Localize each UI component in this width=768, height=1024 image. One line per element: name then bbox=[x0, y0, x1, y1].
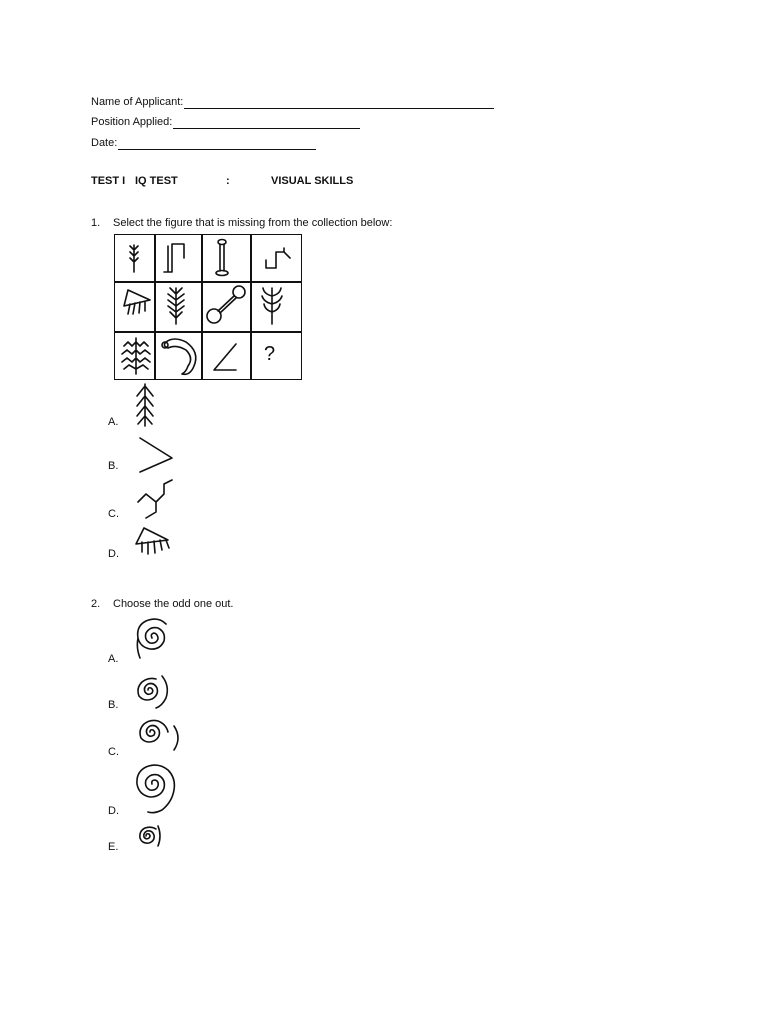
zigzag-tree-icon bbox=[118, 336, 154, 376]
position-applied-field[interactable] bbox=[91, 115, 360, 129]
option-2b-label[interactable]: B. bbox=[108, 699, 119, 711]
option-1b-label[interactable]: B. bbox=[108, 460, 119, 472]
test-number: TEST I bbox=[91, 175, 126, 187]
option-1a-label[interactable]: A. bbox=[108, 416, 119, 428]
spiral-icon[interactable] bbox=[130, 614, 176, 666]
dumbbell-icon bbox=[202, 282, 248, 328]
option-2e-label[interactable]: E. bbox=[108, 841, 119, 853]
question-2-prompt: Choose the odd one out. bbox=[113, 598, 234, 610]
option-2d-label[interactable]: D. bbox=[108, 805, 119, 817]
spiral-icon[interactable] bbox=[130, 712, 186, 758]
chevron-angle-icon[interactable] bbox=[134, 434, 178, 476]
fringed-triangle-icon bbox=[120, 284, 156, 318]
header-separator: : bbox=[226, 175, 230, 187]
double-branch-icon bbox=[162, 284, 190, 326]
position-applied-label: Position Applied: bbox=[91, 116, 173, 128]
applicant-name-field[interactable] bbox=[91, 95, 494, 109]
position-applied-line[interactable] bbox=[173, 117, 360, 129]
zigzag-icon bbox=[262, 244, 292, 274]
question-2-text bbox=[91, 598, 233, 610]
option-2a-label[interactable]: A. bbox=[108, 653, 119, 665]
option-2c-label[interactable]: C. bbox=[108, 746, 119, 758]
zigzag-step-icon[interactable] bbox=[134, 478, 176, 520]
option-1c-label[interactable]: C. bbox=[108, 508, 119, 520]
tree-arrow-icon[interactable] bbox=[132, 382, 158, 428]
test-type: IQ TEST bbox=[135, 175, 178, 187]
question-2-number: 2. bbox=[91, 598, 101, 610]
applicant-name-line[interactable] bbox=[184, 97, 494, 109]
date-label: Date: bbox=[91, 137, 118, 149]
i-beam-icon bbox=[212, 238, 232, 278]
fern-branch-icon bbox=[258, 284, 286, 326]
question-1-prompt: Select the figure that is missing from the collection below: bbox=[113, 217, 393, 229]
question-1-number: 1. bbox=[91, 217, 101, 229]
applicant-name-label: Name of Applicant: bbox=[91, 96, 184, 108]
arrow-branch-icon bbox=[124, 242, 144, 274]
grid-question-mark: ? bbox=[264, 343, 276, 365]
spiral-icon[interactable] bbox=[132, 820, 166, 852]
spiral-icon[interactable] bbox=[130, 672, 176, 712]
date-line[interactable] bbox=[118, 138, 316, 150]
angle-icon bbox=[210, 340, 240, 374]
step-line-icon bbox=[160, 240, 190, 274]
hook-curve-icon bbox=[158, 334, 204, 380]
question-1-text bbox=[91, 217, 392, 229]
test-section: VISUAL SKILLS bbox=[271, 175, 354, 187]
option-1d-label[interactable]: D. bbox=[108, 548, 119, 560]
fringed-triangle-icon[interactable] bbox=[132, 524, 174, 560]
date-field[interactable] bbox=[91, 136, 316, 150]
spiral-icon[interactable] bbox=[128, 760, 188, 820]
